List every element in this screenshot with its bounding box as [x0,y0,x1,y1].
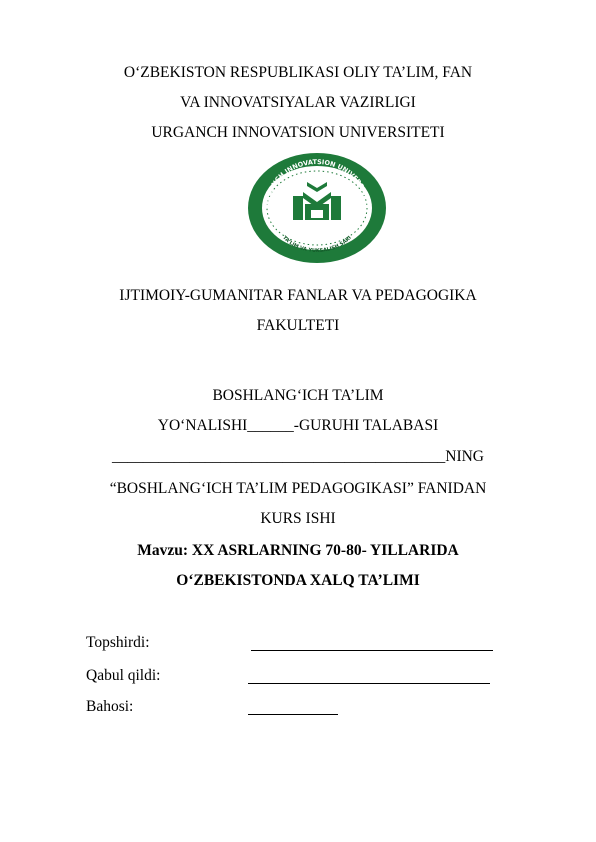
submitted-by-label: Topshirdi: [86,634,150,651]
student-name-line: ___________________________________________NING [112,448,484,465]
grade-label: Bahosi: [86,698,134,715]
accepted-by-blank[interactable] [248,683,490,684]
ministry-line-1: O‘ZBEKISTON RESPUBLIKASI OLIY TA’LIM, FAN [123,64,473,81]
accepted-by-label: Qabul qildi: [86,667,161,684]
subject-line-1: “BOSHLANG‘ICH TA’LIM PEDAGOGIKASI” FANIDAN [109,480,487,497]
topic-line-1: Mavzu: XX ASRLARNING 70-80- YILLARIDA [137,542,459,559]
logo-top-text: URGANCH INNOVATSION UNIVERSITETI [262,157,371,207]
university-name: URGANCH INNOVATSION UNIVERSITETI [151,124,445,141]
subject-line-2: KURS ISHI [260,510,336,527]
topic-line-2: O‘ZBEKISTONDA XALQ TA’LIMI [176,572,420,589]
faculty-line-1: IJTIMOIY-GUMANITAR FANLAR VA PEDAGOGIKA [119,287,477,304]
university-logo [247,152,387,264]
faculty-line-2: FAKULTETI [256,317,340,334]
group-line: YO‘NALISHI______-GURUHI TALABASI [157,417,439,434]
direction-line: BOSHLANG‘ICH TA’LIM [212,387,384,404]
grade-blank[interactable] [248,714,338,715]
ministry-line-2: VA INNOVATSIYALAR VAZIRLIGI [180,94,416,111]
logo-emblem-gap [311,210,323,218]
submitted-by-blank[interactable] [251,650,493,651]
logo-bottom-text: TA’LIM VA YUKSALISH SARI [281,234,353,255]
